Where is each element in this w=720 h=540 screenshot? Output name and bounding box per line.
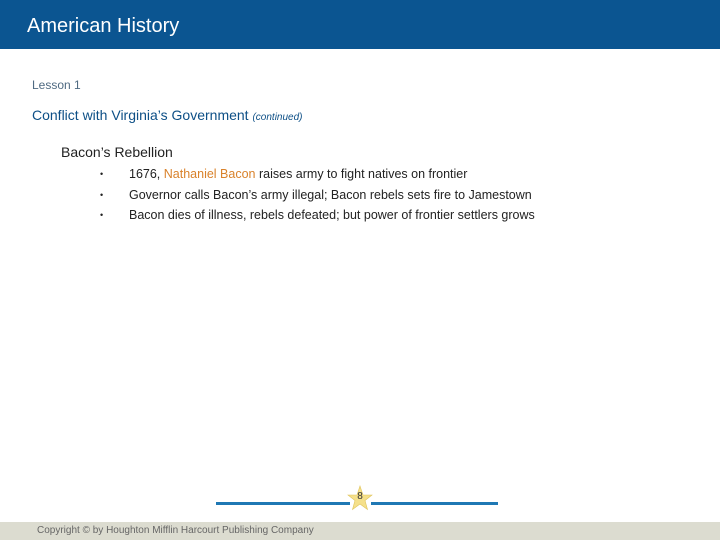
header-bar	[0, 0, 720, 49]
section-title-text: Conflict with Virginia’s Government	[32, 107, 249, 123]
copyright-text: Copyright © by Houghton Mifflin Harcourt Publishing Company	[37, 525, 314, 536]
page-rule-right	[371, 502, 498, 505]
highlighted-name: Nathaniel Bacon	[163, 167, 256, 181]
bullet-dot: •	[100, 189, 104, 200]
bullet-dot: •	[100, 169, 104, 179]
page-rule-left	[216, 502, 350, 505]
page-number: 8	[357, 491, 363, 502]
section-title	[32, 107, 303, 123]
bullet-text: Governor calls Bacon’s army illegal; Bacon rebels sets fire to Jamestown	[129, 187, 532, 202]
bullet-text: Bacon dies of illness, rebels defeated; but power of frontier settlers grows	[129, 208, 535, 222]
bullet-dot: •	[100, 210, 104, 220]
lesson-label: Lesson 1	[32, 78, 81, 92]
course-title: American History	[27, 15, 180, 37]
footer-bar	[0, 522, 720, 540]
bullet-text	[129, 164, 467, 185]
bullet-text-after: raises army to fight natives on frontier	[255, 167, 468, 181]
topic-heading: Bacon’s Rebellion	[61, 144, 173, 160]
bullet-text-before: 1676,	[129, 167, 164, 181]
continued-note: (continued)	[252, 112, 303, 123]
